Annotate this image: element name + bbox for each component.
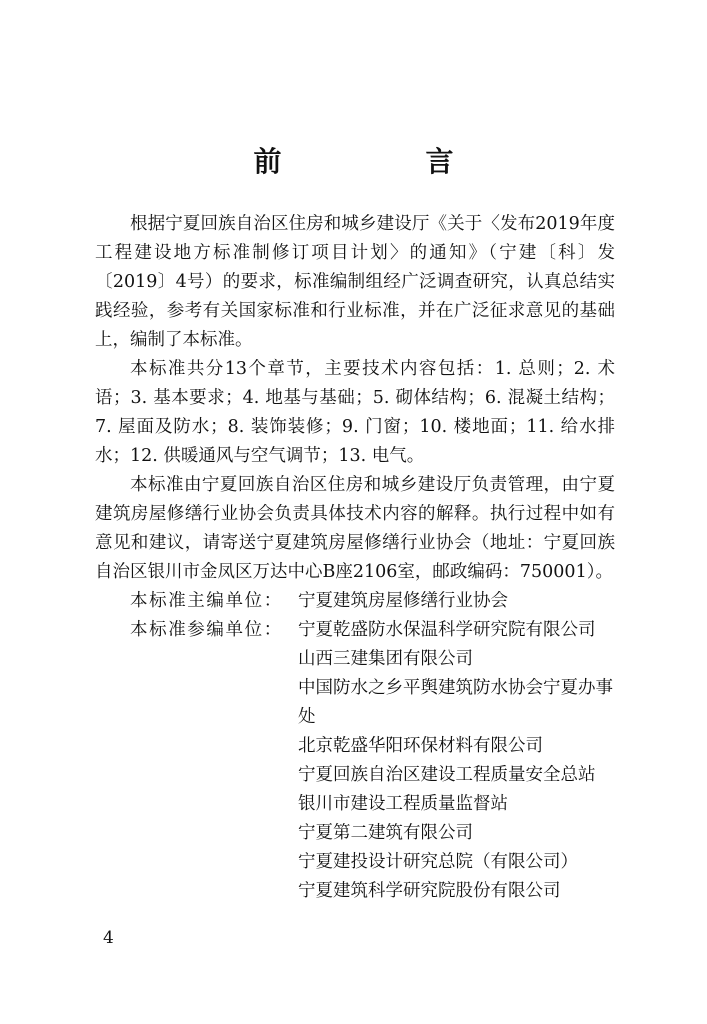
participant-unit: 中国防水之乡平舆建筑防水协会宁夏办事处 bbox=[298, 678, 613, 727]
participants-label: 本标准参编单位： bbox=[130, 620, 283, 640]
participant-unit: 北京乾盛华阳环保材料有限公司 bbox=[298, 736, 543, 756]
participant-unit: 宁夏回族自治区建设工程质量安全总站 bbox=[298, 765, 596, 785]
participant-unit: 银川市建设工程质量监督站 bbox=[298, 794, 508, 814]
paragraph-contents: 本标准共分13个章节，主要技术内容包括：1. 总则；2. 术语；3. 基本要求；4. 地基与基础；5. 砌体结构；6. 混凝土结构；7. 屋面及防水；8. 装饰装修；9. 门窗；10. 楼地面；11. 给水排水；12. 供暖通风与空气调节；13. 电气。 bbox=[95, 359, 615, 466]
participants-list bbox=[298, 616, 615, 906]
units-section bbox=[95, 587, 615, 906]
participant-unit: 宁夏乾盛防水保温科学研究院有限公司 bbox=[298, 620, 596, 640]
chief-editor-row bbox=[95, 587, 615, 616]
page-title: 前 言 bbox=[253, 145, 512, 178]
document-body bbox=[95, 210, 615, 906]
chief-editor-label: 本标准主编单位： bbox=[130, 591, 283, 611]
participant-unit: 山西三建集团有限公司 bbox=[298, 649, 473, 669]
participant-unit: 宁夏建投设计研究总院（有限公司） bbox=[298, 852, 578, 872]
chief-editor-unit: 宁夏建筑房屋修缮行业协会 bbox=[298, 591, 508, 611]
paragraph-background: 根据宁夏回族自治区住房和城乡建设厅《关于〈发布2019年度工程建设地方标准制修订项目计划〉的通知》（宁建〔科〕发〔2019〕4号）的要求，标准编制组经广泛调查研究，认真总结实践经验，参考有关国家标准和行业标准，并在广泛征求意见的基础上，编制了本标准。 bbox=[95, 214, 615, 350]
paragraph-management: 本标准由宁夏回族自治区住房和城乡建设厅负责管理，由宁夏建筑房屋修缮行业协会负责具体技术内容的解释。执行过程中如有意见和建议，请寄送宁夏建筑房屋修缮行业协会（地址：宁夏回族自治区银川市金凤区万达中心B座2106室，邮政编码：750001）。 bbox=[95, 475, 615, 582]
chief-editor-list bbox=[298, 587, 615, 616]
page-number: 4 bbox=[103, 928, 114, 948]
participant-unit: 宁夏第二建筑有限公司 bbox=[298, 823, 473, 843]
participant-unit: 宁夏建筑科学研究院股份有限公司 bbox=[298, 881, 561, 901]
participants-row bbox=[95, 616, 615, 906]
